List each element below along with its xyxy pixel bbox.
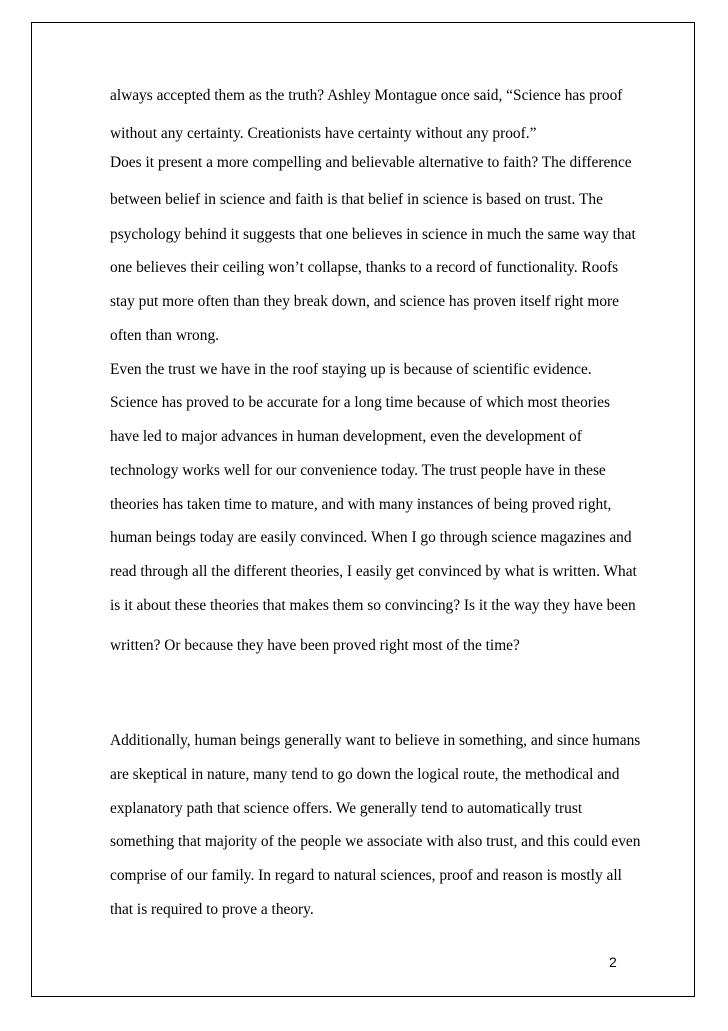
text-line: Additionally, human beings generally want to believe in something, and since humans [110, 732, 641, 749]
text-line: theories has taken time to mature, and with many instances of being proved right, [110, 496, 612, 513]
text-line: that is required to prove a theory. [110, 901, 314, 918]
text-line: psychology behind it suggests that one believes in science in much the same way that [110, 226, 636, 243]
page-number: 2 [609, 954, 617, 970]
text-line: human beings today are easily convinced. When I go through science magazines and [110, 529, 632, 546]
text-line: without any certainty. Creationists have certainty without any proof.” [110, 125, 537, 142]
text-line: between belief in science and faith is that belief in science is based on trust. The [110, 191, 603, 208]
text-line: have led to major advances in human development, even the development of [110, 428, 582, 445]
text-line: stay put more often than they break down, and science has proven itself right more [110, 293, 620, 310]
text-line: read through all the different theories, I easily get convinced by what is written. What [110, 563, 637, 580]
text-line: comprise of our family. In regard to natural sciences, proof and reason is mostly all [110, 867, 622, 884]
text-line: always accepted them as the truth? Ashley Montague once said, “Science has proof [110, 87, 623, 104]
text-line: Even the trust we have in the roof staying up is because of scientific evidence. [110, 361, 592, 378]
text-line: explanatory path that science offers. We generally tend to automatically trust [110, 800, 583, 817]
text-line: written? Or because they have been proved right most of the time? [110, 637, 520, 654]
text-line: technology works well for our convenience today. The trust people have in these [110, 462, 606, 479]
text-line: Does it present a more compelling and believable alternative to faith? The difference [110, 154, 632, 171]
text-line: something that majority of the people we associate with also trust, and this could even [110, 833, 641, 850]
text-line: is it about these theories that makes them so convincing? Is it the way they have been [110, 597, 636, 614]
text-line: often than wrong. [110, 327, 219, 344]
text-line: are skeptical in nature, many tend to go down the logical route, the methodical and [110, 766, 620, 783]
text-line: Science has proved to be accurate for a long time because of which most theories [110, 394, 611, 411]
text-line: one believes their ceiling won’t collapse, thanks to a record of functionality. Roofs [110, 259, 619, 276]
